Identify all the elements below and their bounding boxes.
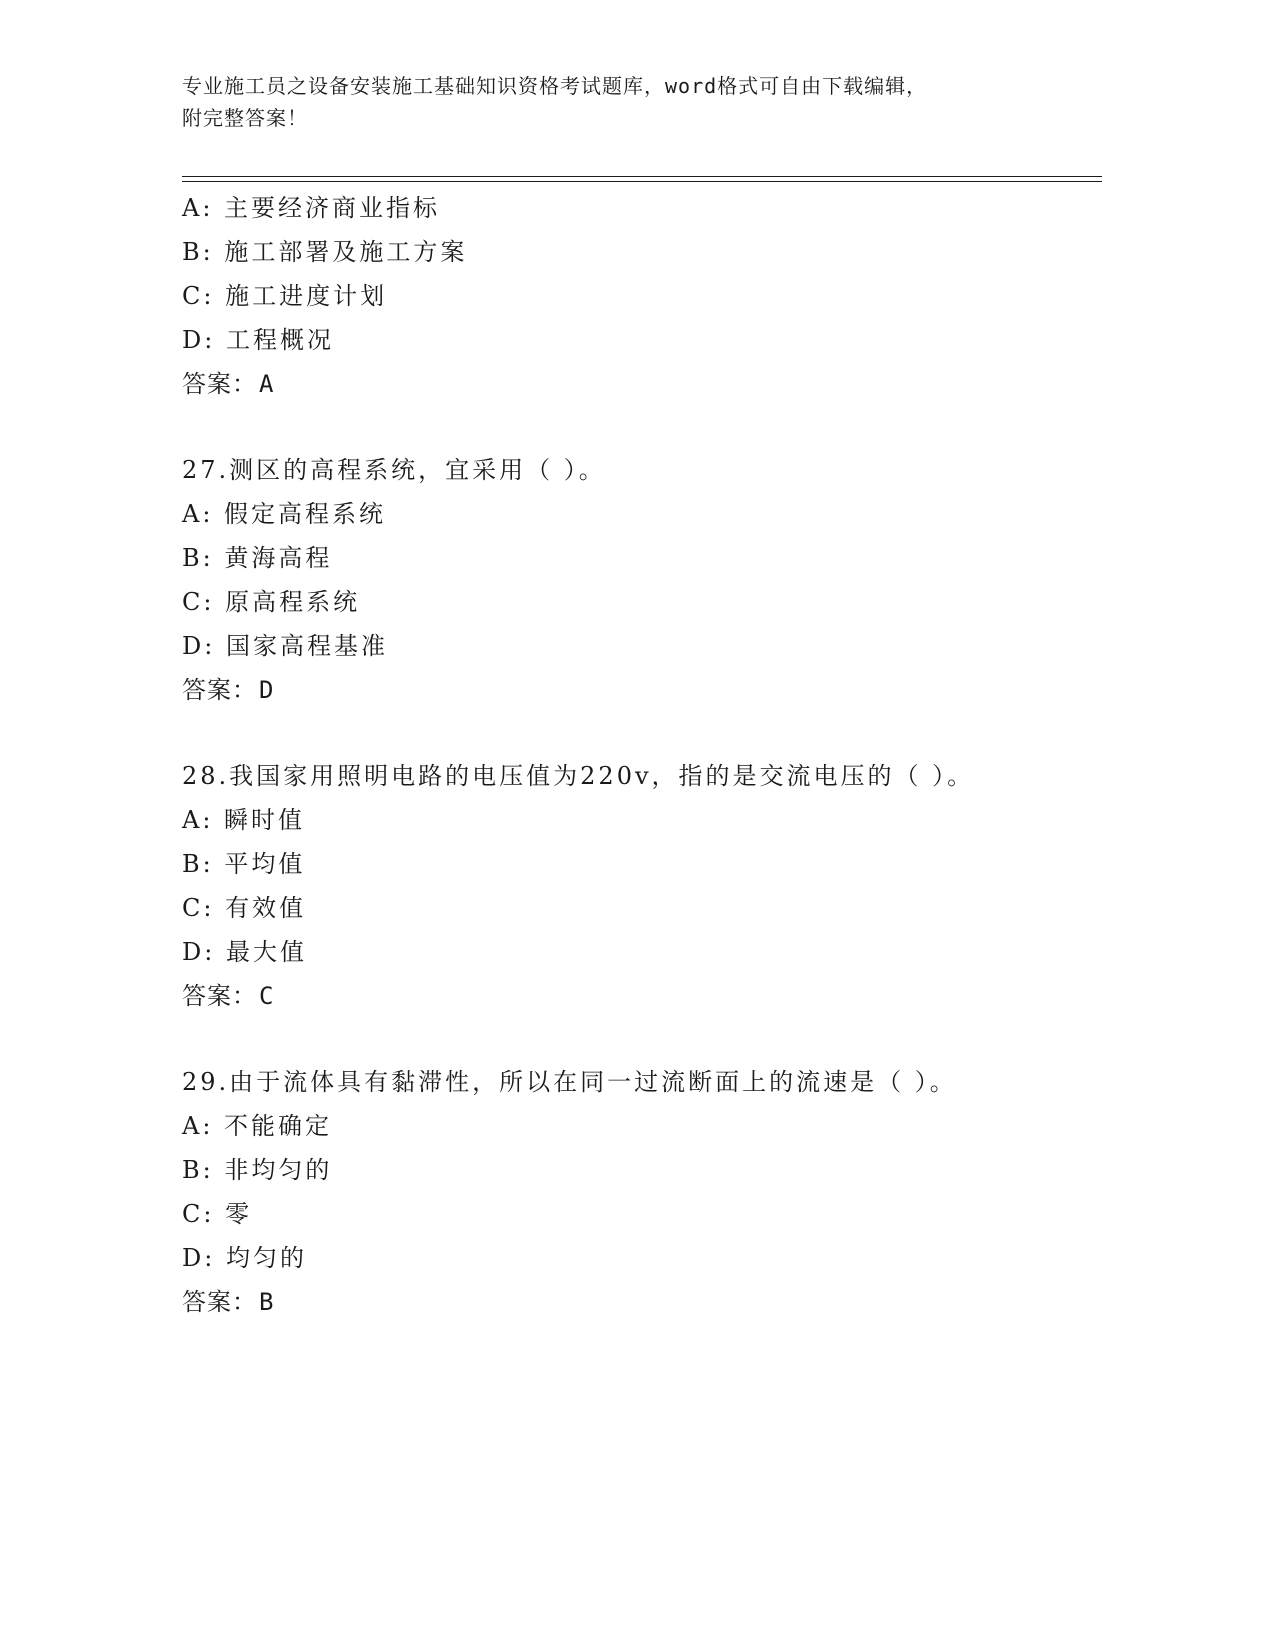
header-line-1: 专业施工员之设备安装施工基础知识资格考试题库，word格式可自由下载编辑， (182, 74, 928, 98)
question-list (182, 186, 1082, 1324)
option-b: B: 平均值 (182, 850, 306, 878)
question-stem: 29.由于流体具有黏滞性，所以在同一过流断面上的流速是（ ）。 (182, 1068, 957, 1096)
answer-label: 答案： (182, 370, 257, 398)
header-line-2: 附完整答案！ (182, 106, 308, 130)
option-a: A: 瞬时值 (182, 806, 306, 834)
option-c: C: 施工进度计划 (182, 282, 388, 310)
option-d: D: 国家高程基准 (182, 632, 388, 660)
question-block-26 (182, 186, 1082, 406)
answer-value: C (259, 982, 275, 1010)
option-a: A: 假定高程系统 (182, 500, 387, 528)
option-d: D: 最大值 (182, 938, 307, 966)
question-block-29 (182, 1060, 1082, 1324)
document-header (182, 70, 1062, 134)
option-c: C: 零 (182, 1200, 253, 1228)
option-b: B: 施工部署及施工方案 (182, 238, 468, 266)
question-block-28 (182, 754, 1082, 1018)
option-b: B: 非均匀的 (182, 1156, 333, 1184)
option-a: A: 主要经济商业指标 (182, 194, 441, 222)
option-b: B: 黄海高程 (182, 544, 333, 572)
answer-line (182, 1280, 1082, 1324)
question-stem: 28.我国家用照明电路的电压值为220v，指的是交流电压的（ ）。 (182, 762, 975, 790)
option-c: C: 有效值 (182, 894, 307, 922)
header-divider-bottom (182, 181, 1102, 182)
answer-label: 答案： (182, 982, 257, 1010)
option-a: A: 不能确定 (182, 1112, 333, 1140)
answer-label: 答案： (182, 1288, 257, 1316)
answer-line (182, 362, 1082, 406)
answer-line (182, 974, 1082, 1018)
answer-value: B (259, 1288, 275, 1316)
answer-value: D (259, 676, 275, 704)
answer-value: A (259, 370, 275, 398)
answer-label: 答案： (182, 676, 257, 704)
question-block-27 (182, 448, 1082, 712)
header-divider-top (182, 176, 1102, 177)
option-d: D: 工程概况 (182, 326, 334, 354)
answer-line (182, 668, 1082, 712)
question-stem: 27.测区的高程系统，宜采用（ ）。 (182, 456, 606, 484)
option-d: D: 均匀的 (182, 1244, 307, 1272)
option-c: C: 原高程系统 (182, 588, 361, 616)
